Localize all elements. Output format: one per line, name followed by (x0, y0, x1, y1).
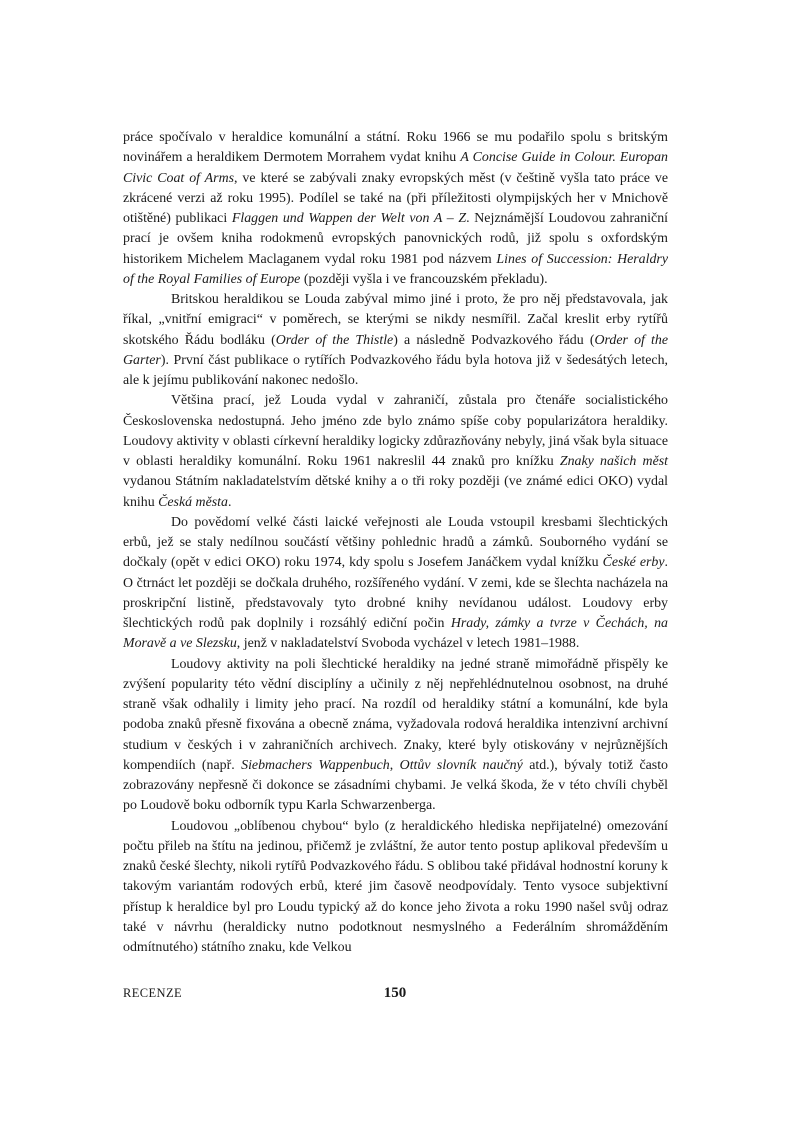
text-run: vydanou Státním nakladatelstvím dětské knihy a o tři roky později (ve známé edici OKO) vydal knihu (123, 474, 668, 510)
paragraph-3 (123, 391, 668, 513)
text-run: . (227, 494, 232, 510)
book-title: České erby (602, 555, 665, 571)
text-run: Většina prací, jež Louda vydal v zahraničí, zůstala pro čtenáře socialistického Československa nedostupná. Jeho jméno zde bylo známo spíše coby popularizátora heraldiky. Loudovy aktivity v oblasti církevní heraldiky logicky zdůrazňovány nebyly, jiná však byla situace v oblasti heraldiky komunální. Roku 1961 nakreslil 44 znaků pro knížku (123, 393, 668, 469)
paragraph-4 (123, 513, 668, 655)
text-run: , jenž v nakladatelství Svoboda vycházel v letech 1981–1988. (236, 636, 580, 652)
running-footer-section: RECENZE (123, 986, 183, 1000)
book-title: Flaggen und Wappen der Welt von A – Z (231, 211, 467, 226)
book-title: A Concise Guide in Colour. Europan Civic Coat of Arms (123, 150, 668, 186)
order-name: Order of the Garter (123, 332, 669, 368)
text-run: Do povědomí velké části laické veřejnosti ale Louda vstoupil kresbami šlechtických erbů, jež se staly nedílnou součástí většiny pohlednic hradů a zámků. Souborného vydání se dočkaly (opět v edici OKO) roku 1974, kdy spolu s Josefem Janáčkem vydal knížku (123, 514, 668, 571)
text-run: atd.), bývaly totiž často zobrazovány nepřesně či dokonce se zásadními chybami. Je velká škoda, že v této chvíli chyběl po Loudově boku odborník typu Karla Schwarzenberga. (123, 757, 669, 814)
order-name: Order of the Thistle (275, 332, 394, 348)
article-body (123, 128, 668, 958)
book-title: Hrady, zámky a tvrze v Čechách, na Moravě a ve Slezsku (123, 616, 669, 652)
text-run: Loudovou „oblíbenou chybou“ bylo (z heraldického hlediska nepřijatelné) omezování počtu přileb na štítu na jedinou, přičemž je zvláštní, že autor tento postup aplikoval především u znaků české šlechty, nikoli rytířů Podvazkového řádu. S oblibou také přidával hodnostní koruny k takovým variantám rodových erbů, které jim časově neodpovídaly. Tento vysoce subjektivní přístup k heraldice byl pro Loudu typický až do konce jeho života a roku 1990 našel svůj odraz také v návrhu (heraldicky nutno podotknout nesmyslného a Federálním shromážděním odmítnutého) státního znaku, kde Velkou (123, 818, 668, 955)
paragraph-2 (123, 290, 668, 391)
text-run: , (389, 757, 400, 773)
book-title: Siebmachers Wappenbuch (241, 757, 390, 773)
text-run: , ve které se zabývali znaky evropských měst (v češtině vyšla tato práce ve zkrácené verzi až roku 1995). Podílel se také na (při příležitosti olympijských her v Mnichově otištěné) publikaci (123, 170, 668, 226)
paragraph-1 (123, 128, 668, 290)
book-title: Lines of Succession: Heraldry of the Royal Families of Europe (123, 251, 669, 287)
paragraph-6 (123, 817, 668, 959)
text-run: práce spočívalo v heraldice komunální a státní. Roku 1966 se mu podařilo spolu s britským novinářem a heraldikem Dermotem Morrahem vydat knihu (123, 130, 668, 166)
text-run: Britskou heraldikou se Louda zabýval mimo jiné i proto, že pro něj představovala, jak říkal, „vnitřní emigraci“ v poměrech, se kterými se nikdy nesmířil. Začal kreslit erby rytířů skotského Řádu bodláku ( (123, 292, 668, 348)
text-run: ) a následně Podvazkového řádu ( (393, 332, 595, 348)
page-number: 150 (383, 985, 407, 1001)
text-run: . O čtrnáct let později se dočkala druhého, rozšířeného vydání. V zemi, kde se šlechta nacházela na proskripční listině, představovaly tyto drobné knihy nevídanou událost. Loudovy erby šlechtických rodů pak doplnily i rozsáhlý ediční počin (123, 555, 668, 631)
text-run: . Nejznámější Loudovou zahraniční prací je ovšem kniha rodokmenů evropských panovnických rodů, již spolu s oxfordským historikem Michelem Maclaganem vydal roku 1981 pod názvem (123, 211, 668, 267)
text-run: ). První část publikace o rytířích Podvazkového řádu byla hotova již v šedesátých letech, ale k jejímu publikování nakonec nedošlo. (123, 352, 668, 388)
book-title: Česká města (158, 494, 228, 510)
book-title: Znaky našich měst (559, 454, 668, 469)
paragraph-5 (123, 655, 668, 817)
text-run: Loudovy aktivity na poli šlechtické heraldiky na jedné straně mimořádně přispěly ke zvýšení popularity této vědní disciplíny a učinily z něj nepřehlédnutelnou osobnost, na druhé straně však odhalily i limity jeho prací. Na rozdíl od heraldiky státní a komunální, kde byla podoba znaků přesně fixována a obecně známa, vyžadovala rodová heraldika intenzivní archivní studium v českých i v zahraničních archivech. Znaky, které byly otiskovány v nejrůznějších kompendiích (např. (123, 656, 668, 773)
text-run: (později vyšla i ve francouzském překladu). (300, 271, 548, 287)
book-title: Ottův slovník naučný (399, 757, 523, 773)
